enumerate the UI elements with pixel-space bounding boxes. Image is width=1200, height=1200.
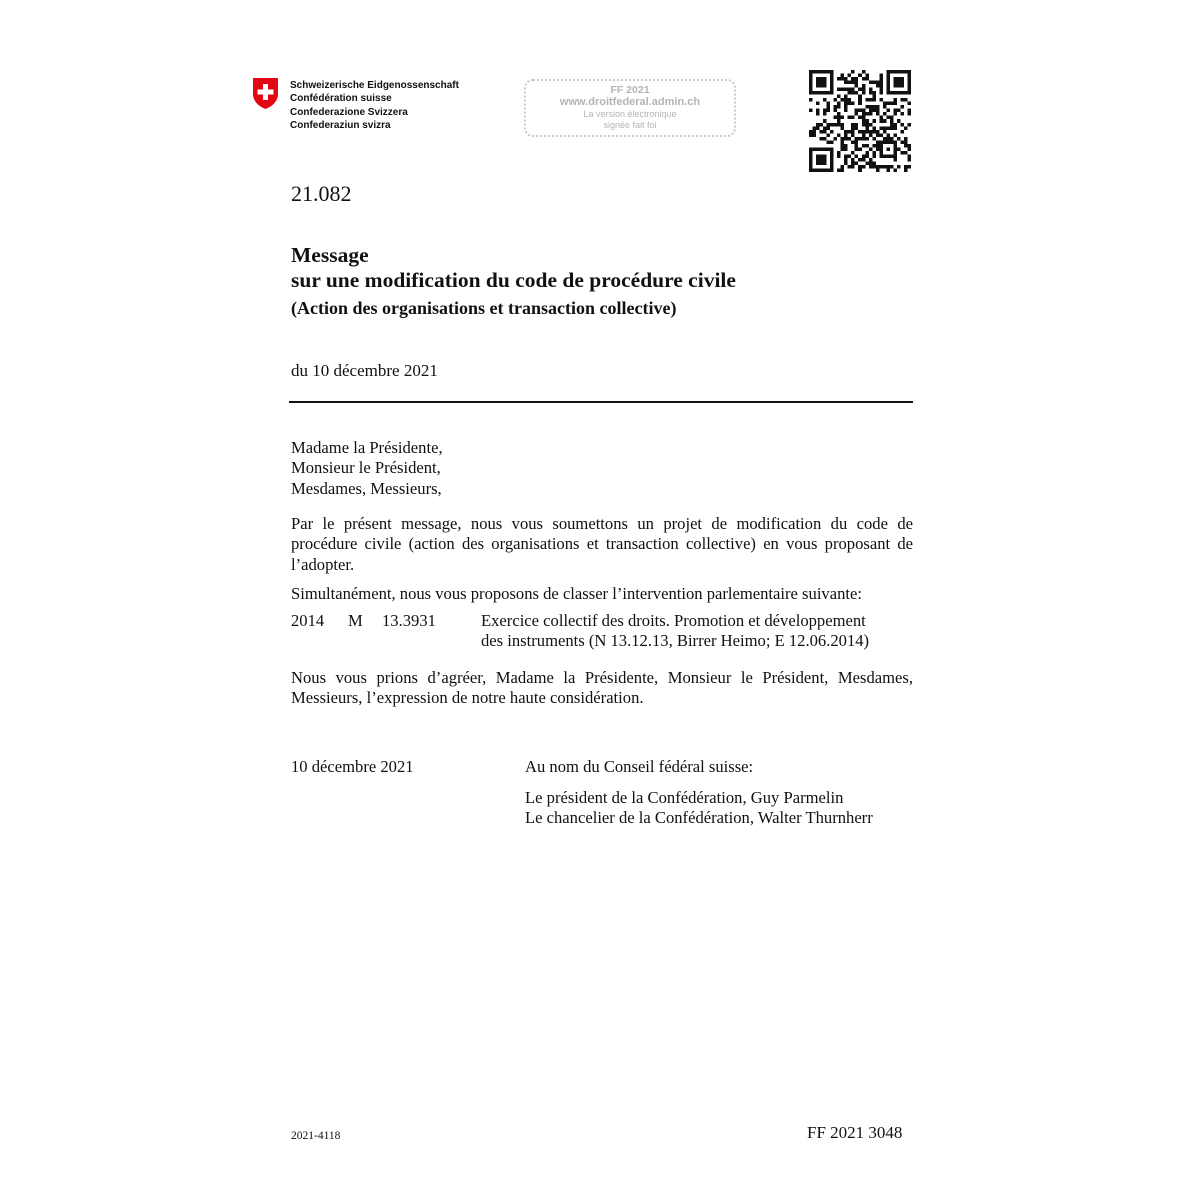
signatory-president: Le président de la Confédération, Guy Parmelin bbox=[525, 788, 844, 807]
confederation-name-rm: Confederaziun svizra bbox=[290, 119, 391, 131]
stamp-note-line2: signée fait foi bbox=[603, 120, 657, 130]
intervention-title bbox=[481, 611, 911, 652]
intervention-title-line: Exercice collectif des droits. Promotion et développement bbox=[481, 611, 866, 630]
title-line-2: sur une modification du code de procédure civile bbox=[291, 267, 736, 292]
salutation-line: Monsieur le Président, bbox=[291, 458, 441, 478]
confederation-name-it: Confederazione Svizzera bbox=[290, 106, 408, 118]
signatory-chancellor: Le chancelier de la Confédération, Walter Thurnherr bbox=[525, 808, 873, 828]
paragraph-classification: Simultanément, nous vous proposons de classer l’intervention parlementaire suivante: bbox=[291, 584, 862, 603]
salutation-line: Madame la Présidente, bbox=[291, 438, 443, 457]
swiss-shield-icon bbox=[252, 77, 279, 110]
salutation bbox=[291, 438, 913, 499]
stamp-note-line1: La version électronique bbox=[583, 109, 677, 119]
footer-page-reference: FF 2021 3048 bbox=[807, 1123, 903, 1142]
confederation-name-de: Schweizerische Eidgenossenschaft bbox=[290, 80, 459, 91]
horizontal-rule bbox=[289, 401, 913, 403]
stamp-url: www.droitfederal.admin.ch bbox=[559, 96, 701, 108]
title-line-1: Message bbox=[291, 243, 369, 267]
salutation-line: Mesdames, Messieurs, bbox=[291, 478, 442, 498]
intervention-title-line: des instruments (N 13.12.13, Birrer Heimo; E 12.06.2014) bbox=[481, 631, 870, 651]
document-date: du 10 décembre 2021 bbox=[291, 361, 438, 380]
document-number: 21.082 bbox=[291, 181, 352, 206]
paragraph-closing: Nous vous prions d’agréer, Madame la Présidente, Monsieur le Président, Mesdames, Messieurs, l’expression de notre haute considération. bbox=[291, 668, 913, 708]
intervention-type: M bbox=[348, 611, 363, 630]
signature-date: 10 décembre 2021 bbox=[291, 757, 414, 776]
paragraph-proposal: Par le présent message, nous vous soumettons un projet de modification du code de procédure civile (action des organisations et transaction collective) en vous proposant de l’adopter. bbox=[291, 514, 913, 574]
document-title bbox=[291, 243, 736, 292]
intervention-year: 2014 bbox=[291, 611, 325, 630]
signature-intro: Au nom du Conseil fédéral suisse: bbox=[525, 757, 754, 776]
footer-reference: 2021-4118 bbox=[291, 1130, 341, 1142]
electronic-version-stamp bbox=[524, 79, 736, 137]
qr-code-icon bbox=[809, 70, 911, 172]
document-subtitle: (Action des organisations et transaction collective) bbox=[291, 298, 677, 318]
confederation-names bbox=[290, 79, 459, 132]
signatories bbox=[525, 788, 873, 829]
intervention-number: 13.3931 bbox=[382, 611, 436, 630]
confederation-name-fr: Confédération suisse bbox=[290, 93, 392, 105]
stamp-ff-label: FF 2021 bbox=[610, 84, 650, 96]
